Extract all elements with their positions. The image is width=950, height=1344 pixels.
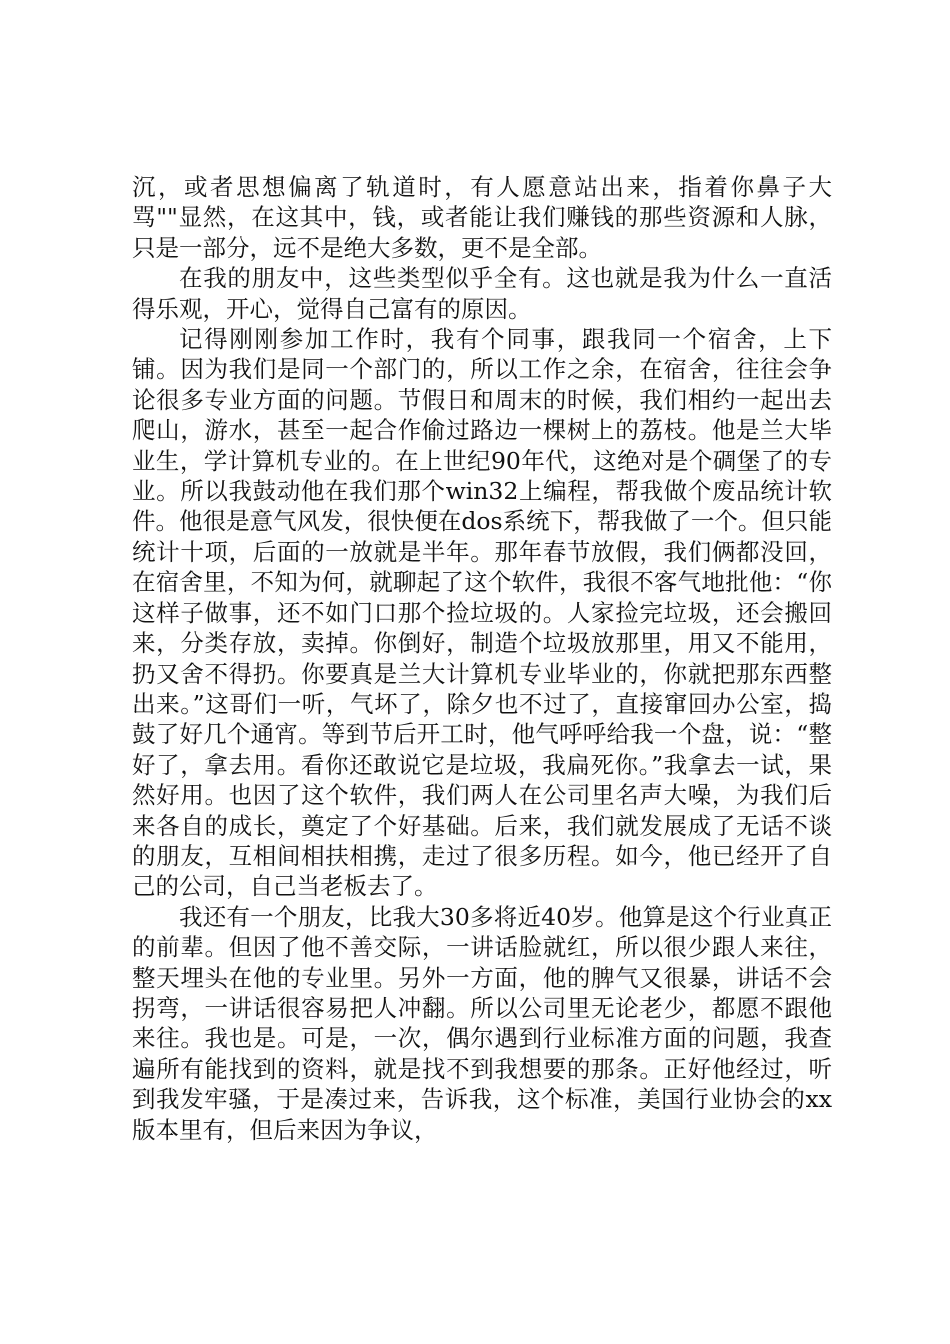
- document-page: [132, 172, 832, 1145]
- paragraph-3: 记得刚刚参加工作时，我有个同事，跟我同一个宿舍，上下铺。因为我们是同一个部门的，所以工作之余，在宿舍，往往会争论很多专业方面的问题。节假日和周末的时候，我们相约一起出去爬山，游水，甚至一起合作偷过路边一棵树上的荔枝。他是兰大毕业生，学计算机专业的。在上世纪90年代，这绝对是个碉堡了的专业。所以我鼓动他在我们那个win32上编程，帮我做个废品统计软件。他很是意气风发，很快便在dos系统下，帮我做了一个。但只能统计十项，后面的一放就是半年。那年春节放假，我们俩都没回，在宿舍里，不知为何，就聊起了这个软件，我很不客气地批他：“你这样子做事，还不如门口那个捡垃圾的。人家捡完垃圾，还会搬回来，分类存放，卖掉。你倒好，制造个垃圾放那里，用又不能用，扔又舍不得扔。你要真是兰大计算机专业毕业的，你就把那东西整出来。”这哥们一听，气坏了，除夕也不过了，直接窜回办公室，捣鼓了好几个通宵。等到节后开工时，他气呼呼给我一个盘，说：“整好了，拿去用。看你还敢说它是垃圾，我扁死你。”我拿去一试，果然好用。也因了这个软件，我们两人在公司里名声大噪，为我们后来各自的成长，奠定了个好基础。后来，我们就发展成了无话不谈的朋友，互相间相扶相携，走过了很多历程。如今，他已经开了自己的公司，自己当老板去了。: [132, 325, 832, 901]
- paragraph-1: 沉，或者思想偏离了轨道时，有人愿意站出来，指着你鼻子大骂""显然，在这其中，钱，或者能让我们赚钱的那些资源和人脉，只是一部分，远不是绝大多数，更不是全部。: [132, 173, 832, 262]
- paragraph-4: 我还有一个朋友，比我大30多将近40岁。他算是这个行业真正的前辈。但因了他不善交际，一讲话脸就红，所以很少跟人来往，整天埋头在他的专业里。另外一方面，他的脾气又很暴，讲话不会拐弯，一讲话很容易把人冲翻。所以公司里无论老少，都愿不跟他来往。我也是。可是，一次，偶尔遇到行业标准方面的问题，我查遍所有能找到的资料，就是找不到我想要的那条。正好他经过，听到我发牢骚，于是凑过来，告诉我，这个标准，美国行业协会的xx版本里有，但后来因为争议，: [132, 902, 832, 1144]
- paragraph-2: 在我的朋友中，这些类型似乎全有。这也就是我为什么一直活得乐观，开心，觉得自己富有的原因。: [132, 264, 832, 323]
